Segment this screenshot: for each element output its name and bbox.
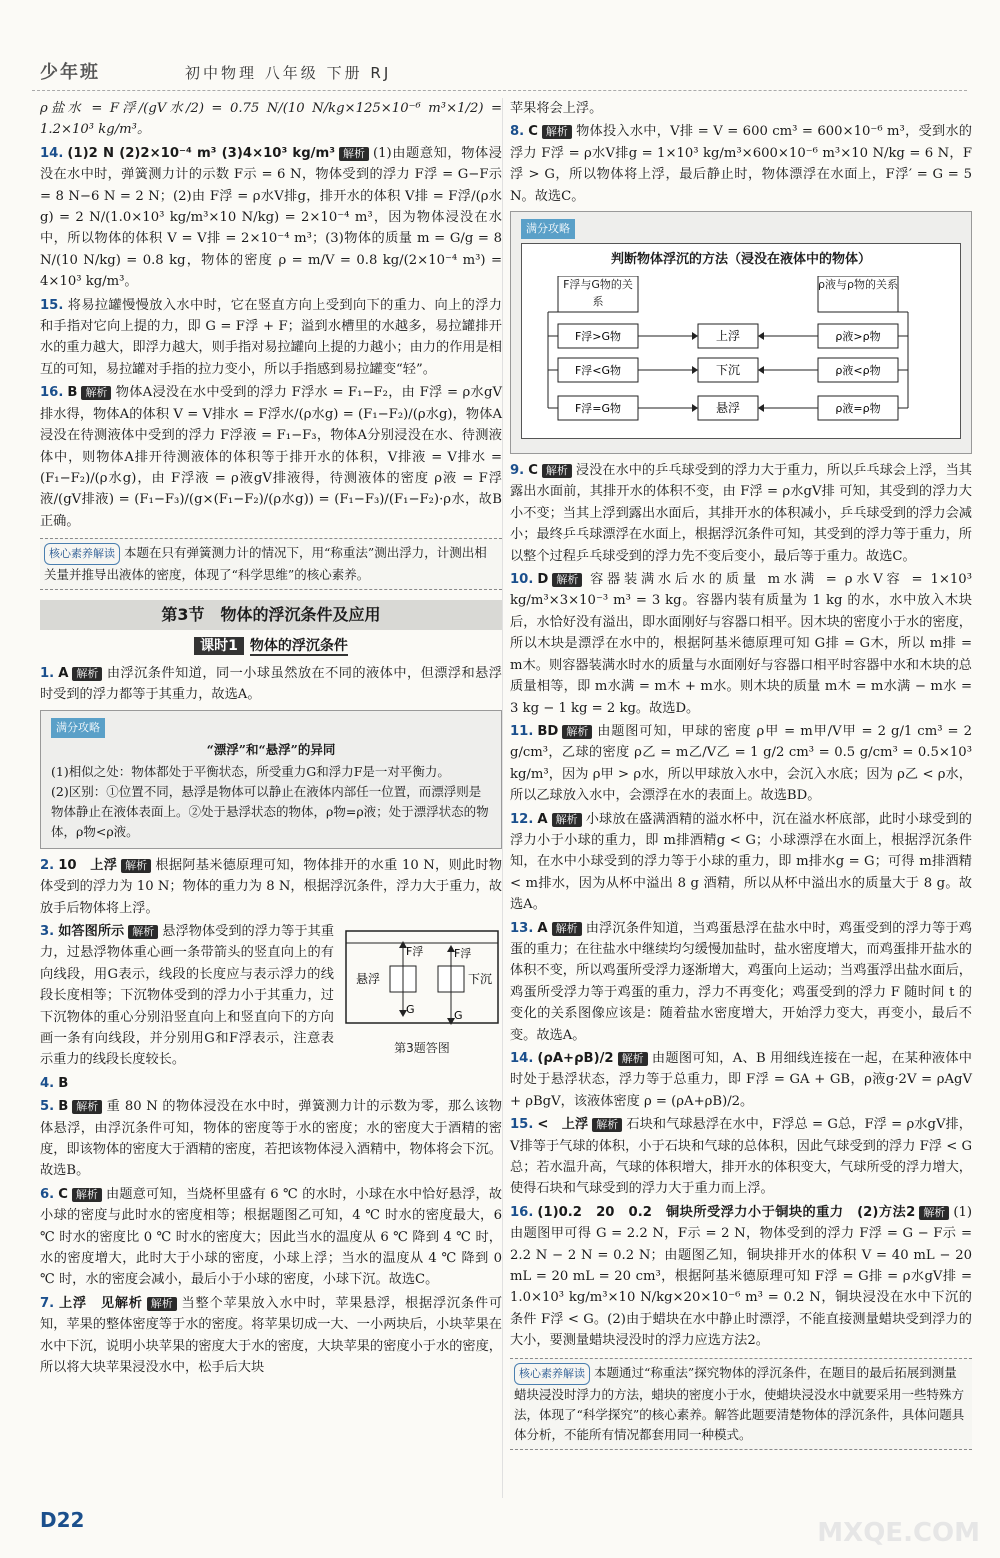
right-column: [510, 98, 972, 1456]
diagram-title: 判断物体浮沉的方法（浸没在液体中的物体）: [610, 252, 871, 268]
analysis-tag: 解析: [121, 859, 151, 873]
analysis-tag: 解析: [128, 925, 158, 939]
question-13: 13. A 解析 由浮沉条件知道，当鸡蛋悬浮在盐水中时，鸡蛋受到的浮力等于鸡蛋的重力；在往盐水中继续均匀缓慢加盐时，盐水密度增大，而鸡蛋排开盐水的体积不变，所以鸡蛋所受浮力逐渐增大，鸡蛋向上运动；当鸡蛋浮出盐水面后，鸡蛋所受浮力等于鸡蛋的重力，浮力不再变化；鸡蛋受到的浮力 F 随时间 t 的变化的关系图像应该是：随着盐水密度增大，开始浮力变大，再变小，最后不变。故选A。: [510, 920, 972, 1043]
header-subject: 初中物理: [185, 64, 258, 82]
question-10: 10. D 解析 容器装满水后水的质量 m水满 = ρ水V容 = 1×10³ kg/m³×3×10⁻³ m³ = 3 kg。容器内装有质量为 1 kg 的水，水中放入木块后，水恰好没有溢出，即水面刚好与容器口相平。因木块的密度小于水的密度，所以木块是漂浮在水中的，根据阿基米德原理可知 G排 = G木，所以 m排 = m木。则容器装满水时水的质量与水面刚好与容器口相平时容器中水和木块的总质量相等，即 m水满 = m木 + m水。则木块的质量 m木 = m水满 − m水 = 3 kg − 1 kg = 2 kg。故选D。: [510, 572, 972, 716]
analysis-tag: 解析: [72, 667, 102, 681]
analysis-tag: 解析: [552, 813, 582, 827]
analysis-tag: 解析: [542, 125, 572, 139]
svg-text:上浮: 上浮: [715, 329, 741, 344]
page-header: [40, 58, 510, 90]
analysis-tag: 解析: [552, 922, 582, 936]
svg-text:ρ液<ρ物: ρ液<ρ物: [835, 364, 881, 378]
core-literacy-tag: 核心素养解读: [514, 1363, 590, 1385]
figure-3-caption: 第3题答图: [394, 1041, 450, 1056]
header-divider: [32, 90, 967, 91]
core-literacy-tag: 核心素养解读: [44, 543, 120, 565]
question-16-right: 16. (1)0.2 20 0.2 铜块所受浮力小于铜块的重力 (2)方法2 解析 (1)由题图甲可得 G = 2.2 N，F示 = 2 N，物体受到的浮力 F浮 = G − F示 = 2.2 N − 2 N = 0.2 N；由题图乙知，铜块排开水的体积 V = 40 mL − 20 mL = 20 mL = 20 cm³，根据阿基米德原理可知 F浮 = G排 = ρ水gV排 = 1.0×10³ kg/m³×10 N/kg×20×10⁻⁶ m³ = 0.2 N，铜块浸没在水中下沉的条件 F浮 < G。(2)由于蜡块在水中静止时漂浮，不能直接测量蜡块受到浮力的大小，要测量蜡块浸没时的浮力应选方法2。: [510, 1204, 972, 1349]
question-7: 7. 上浮 见解析 解析 当整个苹果放入水中时，苹果悬浮，根据浮沉条件可知，苹果的整体密度等于水的密度。将苹果切成一大、一小两块后，小块苹果在水中下沉，说明小块苹果的密度大于水的密度，大块苹果的密度小于水的密度，所以将大块苹果浸没水中，松手后大块: [40, 1295, 503, 1376]
header-info: [185, 62, 391, 83]
analysis-tag: 解析: [72, 1188, 102, 1202]
figure-3-label-suspend: 悬浮: [356, 971, 381, 986]
diagram-row-up: [548, 324, 908, 348]
svg-text:F浮>G物: F浮>G物: [574, 330, 622, 344]
diagram-row-suspend: [548, 396, 908, 420]
float-sink-method-box: [510, 211, 972, 454]
question-15: 15. 将易拉罐慢慢放入水中时，它在竖直方向上受到向下的重力、向上的浮力和手指对它向上提的力，即 G = F浮 + F；溢到水槽里的水越多，易拉罐排开水的重力越大，即浮力越大，则手指对易拉罐向上提的力越小；由力的作用是相互的可知，易拉罐对手指的拉力变小，所以手指感到易拉罐变“轻”。: [40, 297, 502, 377]
tips-tag: 满分攻略: [521, 219, 575, 239]
svg-text:ρ液>ρ物: ρ液>ρ物: [835, 330, 881, 344]
watermark: MXQE.COM: [817, 1518, 980, 1548]
question-6: 6. C 解析 由题意可知，当烧杯里盛有 6 ℃ 的水时，小球在水中恰好悬浮，故小球的密度与此时水的密度相等；根据题图乙可知，4 ℃ 时水的密度最大，6 ℃ 时水的密度比 0 ℃ 时水的密度大；因此当水的温度从 6 ℃ 降到 4 ℃ 时，水的密度增大，此时大于小球的密度，小球上浮；当水的温度从 4 ℃ 降到 0 ℃ 时，水的密度会减小，最后小于小球的密度，小球下沉。故选C。: [40, 1186, 502, 1288]
float-sink-diagram: [521, 243, 961, 439]
diagram-row-down: [548, 358, 908, 382]
svg-text:悬浮: 悬浮: [715, 401, 741, 416]
svg-text:F浮<G物: F浮<G物: [574, 364, 622, 378]
tips-paragraph-1: (1)相似之处：物体都处于平衡状态，所受重力G和浮力F是一对平衡力。: [51, 763, 450, 779]
question-7-continued: 苹果将会上浮。: [510, 101, 603, 116]
column-divider: [502, 98, 503, 1498]
analysis-tag: 解析: [552, 573, 582, 587]
svg-text:F浮=G物: F浮=G物: [574, 402, 622, 416]
brand-logo: 少年班: [40, 62, 100, 83]
analysis-tag: 解析: [72, 1100, 102, 1114]
question-16: 16. B 解析 物体A浸没在水中受到的浮力 F浮水 = F₁−F₂，由 F浮 = ρ水gV排水得，物体A的体积 V = V排水 = F浮水/(ρ水g) = (F₁−F₂)/(ρ水g)，物体A浸没在待测液体中受到的浮力 F浮液 = F₁−F₃，物体A分别浸没在水、待测液体中，则物体A排开待测液体的体积等于排开水的体积，V排液 = V排水 = (F₁−F₂)/(ρ水g)，由 F浮液 = ρ液gV排液得，待测液体的密度 ρ液 = F浮液/(gV排液) = (F₁−F₃)/(g×(F₁−F₂)/(ρ水g)) = (F₁−F₃)/(F₁−F₂)·ρ水，故B正确。: [40, 385, 502, 529]
question-12: 12. A 解析 小球放在盛满酒精的溢水杯中，沉在溢水杯底部，此时小球受到的浮力小于小球的重力，即 m排酒精g < G；小球漂浮在水面上，根据浮沉条件知，在水中小球受到的浮力等于小球的重力，即 m排水g = G；可得 m排酒精 < m排水，因为从杯中溢出 8 g 酒精，所以从杯中溢出水的质量大于 8 g。故选A。: [510, 811, 972, 913]
analysis-tag: 解析: [81, 386, 111, 400]
figure-3-float-right: F浮: [454, 946, 472, 960]
diagram-left-head: F浮与G物的关系: [563, 278, 633, 309]
question-15-right: 15. < 上浮 解析 石块和气球悬浮在水中，F浮总 = G总，F浮 = ρ水gV排，V排等于气球的体积，小于石块和气球的总体积，因此气球受到的浮力 F浮 < G总；若水温升高，气球的体积增大，排开水的体积变大，气球所受的浮力增大，使得石块和气球受到的浮力大于重力而上浮。: [510, 1117, 972, 1197]
svg-text:下沉: 下沉: [715, 363, 741, 378]
question-3: 悬浮 下沉 F浮 F浮 G G 第3题答图 3. 如答图所示 解析 悬浮物体受到的浮力等于其重力，过悬浮物体重心画一条带箭头的竖直向上的有向线段，用G表示，线段的长度应与表示浮力的线段长度相等；下沉物体受到的浮力小于其重力，过下沉物体的重心分别沿竖直向上和竖直向下的方向画一条有向线段，并分别用G和F浮表示，注意表示重力的线段长度较长。: [40, 921, 502, 1071]
figure-3-float-left: F浮: [406, 944, 424, 958]
page-number: D22: [40, 1508, 85, 1532]
left-column: [40, 98, 502, 1381]
question-14-right: 14. (ρA+ρB)/2 解析 由题图可知，A、B 用细线连接在一起，在某种液体中时处于悬浮状态，浮力等于总重力，即 F浮 = GA + GB，ρ液g·2V = ρAgV + ρBgV，该液体密度 ρ = (ρA+ρB)/2。: [510, 1051, 972, 1109]
question-9: 9. C 解析 浸没在水中的乒乓球受到的浮力大于重力，所以乒乓球会上浮，当其露出水面前，其排开水的体积不变，由 F浮 = ρ水gV排 可知，其受到的浮力大小不变；当其上浮到露出水面后，其排开水的体积减小，乒乓球受到的浮力会减小；最终乒乓球漂浮在水面上，根据浮沉条件可知，其受到的浮力等于重力，所以整个过程乒乓球受到的浮力先不变后变小，最后等于重力。故选C。: [510, 463, 972, 564]
analysis-tag: 解析: [618, 1052, 648, 1066]
figure-3-g-left: G: [406, 1002, 415, 1016]
header-volume: 下册: [326, 64, 363, 82]
header-edition: RJ: [370, 64, 392, 82]
figure-3-diagram: [342, 921, 502, 1031]
analysis-tag: 解析: [562, 725, 592, 739]
diagram-flow: [528, 276, 928, 426]
core-literacy-note-2: 核心素养解读 本题通过“称重法”探究物体的浮沉条件，在题目的最后拓展到测量蜡块浸没时浮力的方法，蜡块的密度小于水，使蜡块浸没水中就要采用一些特殊方法，体现了“科学探究”的核心素养。解答此题要清楚物体的浮沉条件，具体问题具体分析，不能所有情况都套用同一种模式。: [510, 1358, 972, 1450]
lesson-badge: 课时1: [194, 637, 244, 655]
question-2: 2. 10 上浮 解析 根据阿基米德原理可知，物体排开的水重 10 N，则此时物体受到的浮力为 10 N；物体的重力为 8 N，根据浮沉条件，浮力大于重力，故放手后物体将上浮。: [40, 857, 502, 916]
analysis-tag: 解析: [919, 1206, 949, 1220]
analysis-tag: 解析: [592, 1118, 622, 1132]
question-4: 4. B: [40, 1075, 69, 1091]
question-5: 5. B 解析 重 80 N 的物体浸没在水中时，弹簧测力计的示数为零，那么该物体悬浮，由浮沉条件可知，物体的密度等于水的密度；水的密度大于酒精的密度，即该物体的密度大于酒精的密度，若把该物体浸入酒精中，物体将会下沉。故选B。: [40, 1099, 502, 1179]
diagram-right-head: ρ液与ρ物的关系: [818, 278, 898, 292]
question-8: 8. C 解析 物体投入水中，V排 = V = 600 cm³ = 600×10⁻⁶ m³，受到水的浮力 F浮 = ρ水V排g = 1×10³ kg/m³×600×10⁻⁶ m³×10 N/kg = 6 N，F浮 > G，所以物体将上浮，最后静止时，物体漂浮在水面上，F浮′ = G = 5 N。故选C。: [510, 124, 972, 204]
tips-tag: 满分攻略: [51, 718, 105, 738]
header-grade: 八年级: [264, 64, 319, 82]
core-literacy-note: 核心素养解读 本题在只有弹簧测力计的情况下，用“称重法”测出浮力，计测出相关量并推导出液体的密度，体现了“科学思维”的核心素养。: [40, 538, 502, 590]
question-11: 11. BD 解析 由题图可知，甲球的密度 ρ甲 = m甲/V甲 = 2 g/1 cm³ = 2 g/cm³，乙球的密度 ρ乙 = m乙/V乙 = 1 g/2 cm³ = 0.5 g/cm³ = 0.5×10³ kg/m³，因为 ρ甲 > ρ水，所以甲球放入水中，会沉入水底；因为 ρ乙 < ρ水，所以乙球放入水中，会漂浮在水的表面上。故选BD。: [510, 723, 972, 804]
tips-box: [40, 710, 502, 849]
tips-title: “漂浮”和“悬浮”的异同: [206, 741, 336, 757]
figure-3-g-right: G: [454, 1008, 463, 1022]
lesson-heading: [40, 636, 502, 657]
question-14: 14. (1)2 N (2)2×10⁻⁴ m³ (3)4×10³ kg/m³ 解析 (1)由题意知，物体浸没在水中时，弹簧测力计的示数 F示 = 6 N，物体受到的浮力 F浮 = G−F示 = 8 N−6 N = 2 N；(2)由 F浮 = ρ水V排g，排开水的体积 V排 = F浮/(ρ水g) = 2 N/(1.0×10³ kg/m³×10 N/kg) = 2×10⁻⁴ m³，因为物体浸没在水中，所以物体的体积 V = V排 = 2×10⁻⁴ m³；(3)物体的质量 m = G/g = 8 N/(10 N/kg) = 0.8 kg，物体的密度 ρ = m/V = 0.8 kg/(2×10⁻⁴ m³) = 4×10³ kg/m³。: [40, 145, 502, 290]
analysis-tag: 解析: [542, 464, 572, 478]
question-1: 1. A 解析 由浮沉条件知道，同一小球虽然放在不同的液体中，但漂浮和悬浮时受到的浮力都等于其重力，故选A。: [40, 665, 502, 703]
section-title: 第3节 物体的浮沉条件及应用: [40, 600, 502, 629]
figure-3-label-sink: 下沉: [468, 971, 493, 986]
lesson-title: 物体的浮沉条件: [249, 637, 348, 654]
lead-formula: ρ盐水 = F浮/(gV水/2) = 0.75 N/(10 N/kg×125×10⁻⁶ m³×1/2) = 1.2×10³ kg/m³。: [40, 101, 502, 138]
figure-3: [342, 921, 502, 1060]
analysis-tag: 解析: [147, 1297, 177, 1311]
analysis-tag: 解析: [339, 147, 369, 161]
svg-text:ρ液=ρ物: ρ液=ρ物: [835, 402, 881, 416]
tips-paragraph-2: (2)区别：①位置不同，悬浮是物体可以静止在液体内部任一位置，而漂浮则是物体静止在液体表面上。②处于悬浮状态的物体，ρ物=ρ液；处于漂浮状态的物体，ρ物<ρ液。: [51, 783, 489, 839]
